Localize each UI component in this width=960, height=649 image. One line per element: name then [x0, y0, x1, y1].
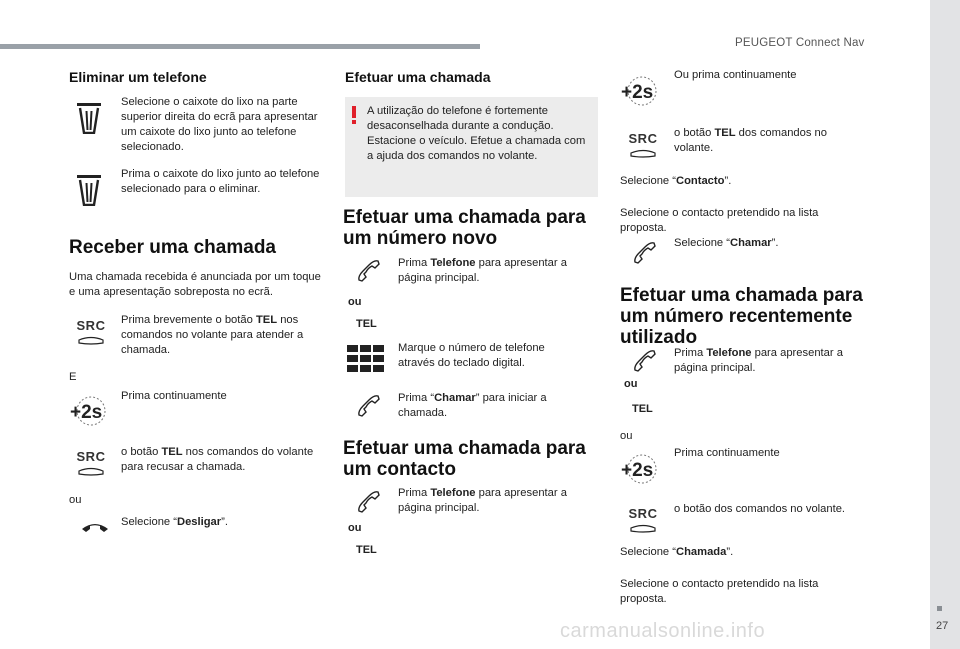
ou-label: ou	[620, 430, 633, 442]
reject-step: o botão TEL nos comandos do volante para recusar a chamada.	[121, 446, 314, 473]
receive-call-title: Receber uma chamada	[69, 237, 276, 258]
page-sidebar	[930, 0, 960, 649]
tel-button-label: TEL	[632, 403, 653, 415]
press-long-alt: Ou prima continuamente	[674, 69, 797, 81]
ou-label: ou	[624, 378, 638, 390]
press-long-text: Prima continuamente	[121, 390, 227, 402]
hold-2s-icon	[620, 452, 660, 491]
delete-step1: Selecione o caixote do lixo na parte superior direita do ecrã para apresentar um caixote do lixo junto ao telefone selecionado.	[121, 96, 318, 153]
select-contact: Selecione “Contacto”.	[620, 175, 732, 187]
hold-2s-icon	[620, 74, 660, 113]
ou-label: ou	[348, 296, 362, 308]
trash-icon	[76, 102, 102, 139]
page-number: 27	[936, 620, 949, 632]
select-hangup: Selecione “Desligar”.	[121, 516, 228, 528]
src-label: SRC	[628, 131, 658, 146]
call-new-number-title: Efetuar uma chamada para um número novo	[343, 207, 586, 249]
select-from-list: Selecione o contacto pretendido na lista proposta.	[620, 207, 819, 234]
src-steering-icon	[625, 506, 661, 539]
select-calls: Selecione “Chamada”.	[620, 546, 734, 558]
make-call-title: Efetuar uma chamada	[345, 69, 491, 85]
warning-text: A utilização do telefone é fortemente desaconselhada durante a condução. Estacione o veículo. Efetue a chamada com a ajuda dos comandos no volante.	[367, 105, 586, 162]
tel-button-label: TEL	[356, 318, 377, 330]
call-contact-title: Efetuar uma chamada para um contacto	[343, 438, 586, 480]
phone-handset-icon	[356, 258, 382, 289]
phone-handset-icon	[356, 489, 382, 520]
new-step2: Marque o número de telefone através do teclado digital.	[398, 342, 545, 369]
e-label: E	[69, 371, 77, 383]
phone-handset-icon	[632, 348, 658, 379]
page-marker	[937, 606, 942, 611]
src-label: SRC	[76, 449, 106, 464]
src-label: SRC	[76, 318, 106, 333]
svg-text:+2s: +2s	[621, 82, 654, 103]
select-call: Selecione “Chamar”.	[674, 237, 779, 249]
src-steering-icon	[73, 449, 109, 482]
trash-icon	[76, 174, 102, 211]
hold-2s-icon	[69, 394, 109, 433]
phone-handset-icon	[632, 240, 658, 271]
keypad-icon	[347, 345, 385, 378]
receive-step1: Prima brevemente o botão TEL nos comandos no volante para atender a chamada.	[121, 314, 304, 356]
recent-step1: Prima Telefone para apresentar a página principal.	[674, 347, 843, 374]
brand-title: PEUGEOT Connect Nav	[735, 37, 865, 49]
tel-button-label: TEL	[356, 544, 377, 556]
src-steering-icon	[625, 131, 661, 164]
phone-handset-icon	[356, 393, 382, 424]
hangup-icon	[80, 520, 110, 539]
new-step3: Prima “Chamar” para iniciar a chamada.	[398, 392, 547, 419]
wheel-button-step: o botão dos comandos no volante.	[674, 503, 846, 515]
ou-label: ou	[69, 494, 82, 506]
new-step1: Prima Telefone para apresentar a página principal.	[398, 257, 567, 284]
header-rule	[0, 44, 480, 49]
warning-icon	[352, 106, 356, 122]
src-steering-icon	[73, 318, 109, 351]
svg-text:+2s: +2s	[70, 402, 103, 423]
svg-text:+2s: +2s	[621, 460, 654, 481]
ou-label: ou	[348, 522, 362, 534]
receive-intro: Uma chamada recebida é anunciada por um toque e uma apresentação sobreposta no ecrã.	[69, 271, 321, 298]
watermark: carmanualsonline.info	[560, 620, 766, 642]
src-label: SRC	[628, 506, 658, 521]
contact-step1: Prima Telefone para apresentar a página principal.	[398, 487, 567, 514]
call-recent-title: Efetuar uma chamada para um número recentemente utilizado	[620, 285, 863, 348]
delete-phone-title: Eliminar um telefone	[69, 69, 207, 85]
press-long-text: Prima continuamente	[674, 447, 780, 459]
select-from-list-2: Selecione o contacto pretendido na lista proposta.	[620, 578, 819, 605]
delete-step2: Prima o caixote do lixo junto ao telefone selecionado para o eliminar.	[121, 168, 320, 195]
wheel-tel-step: o botão TEL dos comandos no volante.	[674, 127, 828, 154]
